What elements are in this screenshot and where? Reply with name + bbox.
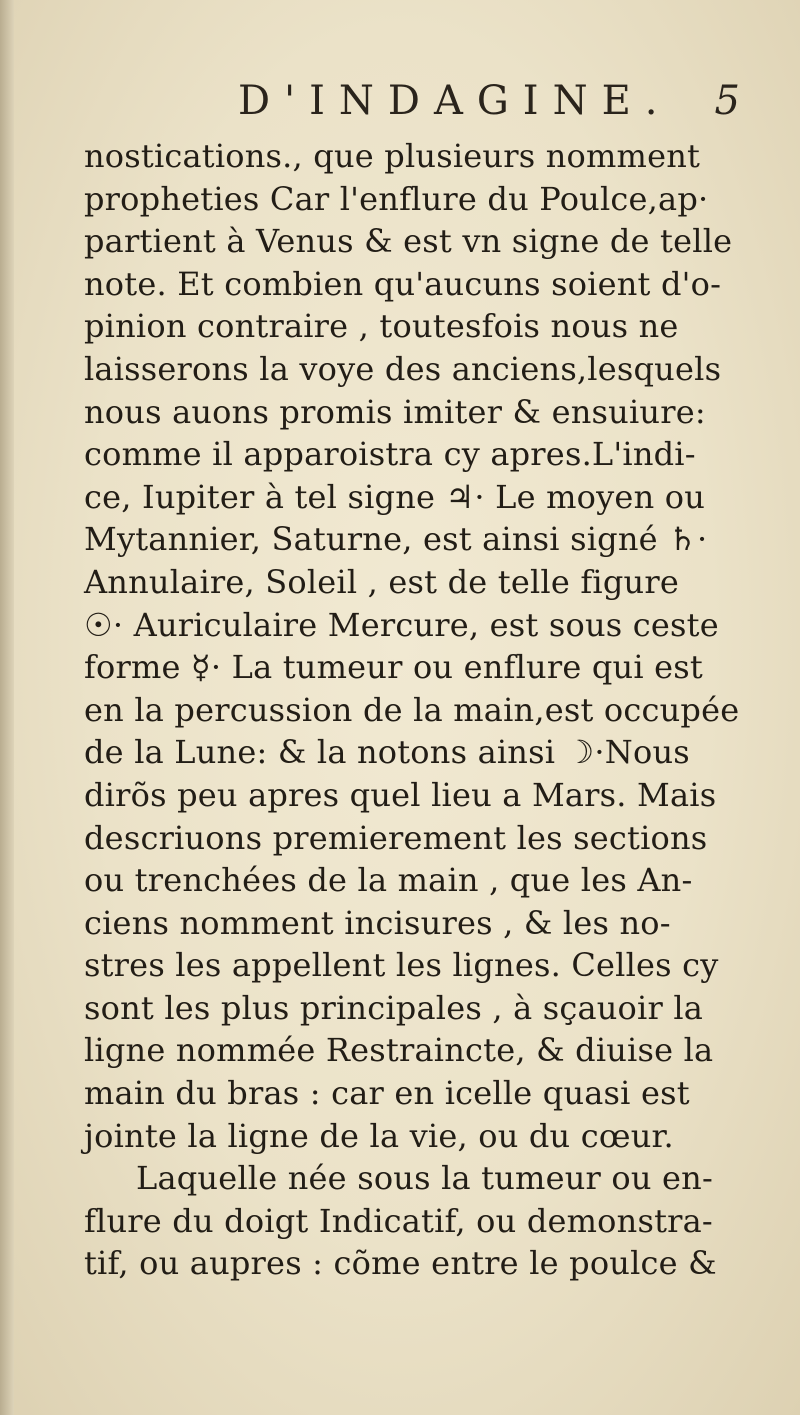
text-line: pinion contraire , toutesfois nous ne — [84, 307, 679, 346]
text-line: main du bras : car en icelle quasi est — [84, 1074, 690, 1113]
text-line: dirõs peu apres quel lieu a Mars. Mais — [84, 775, 717, 814]
text-line: jointe la ligne de la vie, ou du cœur. — [84, 1116, 674, 1155]
text-line: ou trenchées de la main , que les An- — [84, 861, 693, 900]
text-line: comme il apparoistra cy apres.L'indi- — [84, 435, 696, 474]
text-line: ciens nomment incisures , & les no- — [84, 903, 671, 942]
body-text — [84, 135, 744, 1285]
text-line: forme ☿· La tumeur ou enflure qui est — [84, 648, 703, 687]
text-line: descriuons premierement les sections — [84, 818, 708, 857]
text-line: Mytannier, Saturne, est ainsi signé ♄· — [84, 520, 708, 559]
text-line: ligne nommée Restraincte, & diuise la — [84, 1031, 714, 1070]
text-line: de la Lune: & la notons ainsi ☽·Nous — [84, 733, 690, 772]
running-title: D'INDAGINE. — [238, 78, 672, 124]
page-header — [90, 72, 740, 132]
text-line: propheties Car l'enflure du Poulce,ap· — [84, 179, 709, 218]
text-line: partient à Venus & est vn signe de telle — [84, 222, 733, 261]
text-line: en la percussion de la main,est occupée — [84, 690, 740, 729]
text-line: sont les plus principales , à sçauoir la — [84, 988, 704, 1027]
text-line: note. Et combien qu'aucuns soient d'o- — [84, 264, 722, 303]
paragraph-start-line: Laquelle née sous la tumeur ou en- — [136, 1159, 714, 1198]
folio-number: 5 — [714, 78, 740, 124]
text-line: Annulaire, Soleil , est de telle figure — [84, 562, 679, 601]
text-line: laisserons la voye des anciens,lesquels — [84, 349, 722, 388]
text-line: nostications., que plusieurs nomment — [84, 137, 701, 175]
text-line: stres les appellent les lignes. Celles cy — [84, 946, 719, 985]
text-line: flure du doigt Indicatif, ou demonstra- — [84, 1201, 713, 1240]
page-gutter — [0, 0, 14, 1415]
text-line: ☉· Auriculaire Mercure, est sous ceste — [84, 605, 719, 644]
text-line: tif, ou aupres : cõme entre le poulce & — [84, 1244, 717, 1283]
text-line: ce, Iupiter à tel signe ♃· Le moyen ou — [84, 477, 706, 516]
text-line: nous auons promis imiter & ensuiure: — [84, 392, 706, 431]
